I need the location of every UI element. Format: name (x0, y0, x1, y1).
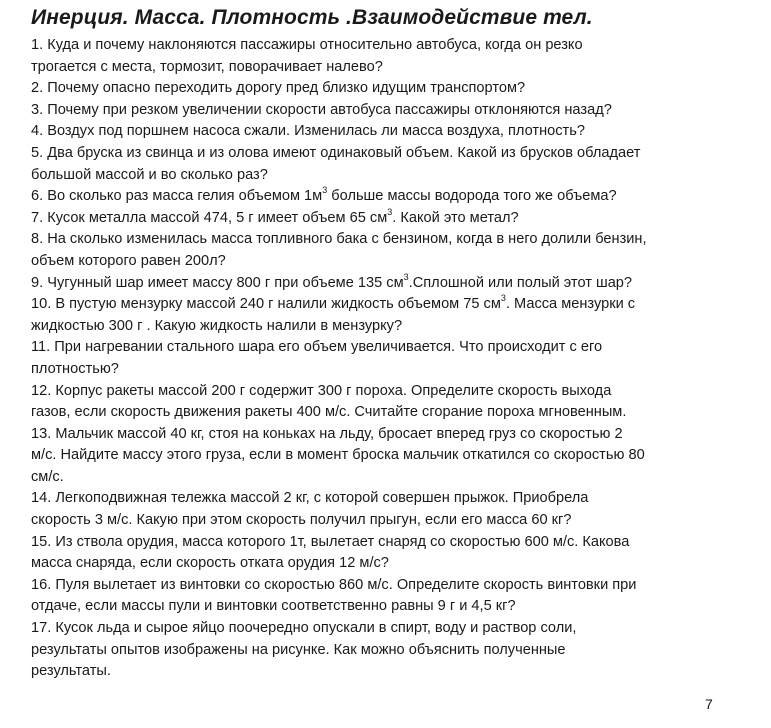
task-line: 13. Мальчик массой 40 кг, стоя на коньках на льду, бросает вперед груз со скоростью 2 (31, 425, 623, 442)
task-line (31, 273, 731, 295)
task-line: 2. Почему опасно переходить дорогу пред близко идущим транспортом? (31, 80, 526, 97)
task-item (31, 337, 731, 380)
task-line: жидкостью 300 г . Какую жидкость налили в мензурку? (31, 317, 403, 334)
task-item (31, 78, 731, 100)
task-line: результаты опытов изображены на рисунке. Как можно объяснить полученные (31, 641, 566, 658)
task-line: отдаче, если массы пули и винтовки соответственно равны 9 г и 4,5 кг? (31, 598, 516, 615)
task-line: 8. На сколько изменилась масса топливного бака с бензином, когда в него долили бензин, (31, 231, 647, 248)
task-item (31, 121, 731, 143)
task-item (31, 532, 731, 575)
task-text: . Масса мензурки с (505, 296, 636, 313)
task-text: больше массы водорода того же объема? (327, 188, 617, 205)
task-line: результаты. (31, 663, 111, 680)
task-line: 15. Из ствола орудия, масса которого 1т, вылетает снаряд со скоростью 600 м/с. Какова (31, 533, 630, 550)
task-item (31, 100, 731, 122)
task-item (31, 294, 731, 337)
superscript: 3 (500, 293, 506, 304)
task-item (31, 208, 731, 230)
task-text: 7. Кусок металла массой 474, 5 г имеет объем 65 см (31, 209, 388, 226)
task-item (31, 618, 731, 683)
task-line: 14. Легкоподвижная тележка массой 2 кг, с которой совершен прыжок. Приобрела (31, 490, 589, 507)
page-number: 7 (705, 696, 713, 712)
task-line: м/с. Найдите массу этого груза, если в момент броска мальчик откатился со скоростью 80 (31, 447, 645, 464)
task-item (31, 186, 731, 208)
task-line (31, 294, 731, 316)
task-line: 4. Воздух под поршнем насоса сжали. Изменилась ли масса воздуха, плотность? (31, 123, 585, 140)
task-text: 6. Во сколько раз масса гелия объемом 1м (31, 188, 323, 205)
task-line: см/с. (31, 468, 64, 485)
task-item (31, 488, 731, 531)
task-line: плотностью? (31, 360, 119, 377)
superscript: 3 (322, 185, 328, 196)
task-text: 10. В пустую мензурку массой 240 г налили жидкость объемом 75 см (31, 296, 501, 313)
task-line: 16. Пуля вылетает из винтовки со скоростью 860 м/с. Определите скорость винтовки при (31, 576, 637, 593)
task-line: 11. При нагревании стального шара его объем увеличивается. Что происходит с его (31, 339, 603, 356)
task-item (31, 35, 731, 78)
task-item (31, 143, 731, 186)
task-line: 12. Корпус ракеты массой 200 г содержит 300 г пороха. Определите скорость выхода (31, 382, 612, 399)
task-text: .Сплошной или полый этот шар? (408, 274, 633, 291)
task-line: объем которого равен 200л? (31, 252, 226, 269)
task-line: 17. Кусок льда и сырое яйцо поочередно опускали в спирт, воду и раствор соли, (31, 620, 577, 637)
task-text: 9. Чугунный шар имеет массу 800 г при объеме 135 см (31, 274, 404, 291)
superscript: 3 (403, 271, 409, 282)
task-line: 3. Почему при резком увеличении скорости автобуса пассажиры отклоняются назад? (31, 101, 612, 118)
task-item (31, 381, 731, 424)
task-line: газов, если скорость движения ракеты 400 м/с. Считайте сгорание пороха мгновенным. (31, 404, 627, 421)
task-line: 5. Два бруска из свинца и из олова имеют одинаковый объем. Какой из брусков обладает (31, 144, 641, 161)
task-item (31, 229, 731, 272)
task-list (31, 35, 731, 683)
task-line: 1. Куда и почему наклоняются пассажиры относительно автобуса, когда он резко (31, 37, 583, 53)
task-line: скорость 3 м/с. Какую при этом скорость получил прыгун, если его масса 60 кг? (31, 512, 572, 529)
task-line (31, 208, 731, 230)
task-item (31, 575, 731, 618)
task-item (31, 424, 731, 489)
task-item (31, 273, 731, 295)
task-line: большой массой и во сколько раз? (31, 166, 268, 183)
task-line: трогается с места, тормозит, поворачивает налево? (31, 58, 383, 75)
task-text: . Какой это метал? (392, 209, 519, 226)
page-title: Инерция. Масса. Плотность .Взаимодействие тел. (31, 6, 593, 29)
task-line (31, 186, 731, 208)
task-line: масса снаряда, если скорость отката орудия 12 м/с? (31, 555, 389, 572)
superscript: 3 (387, 206, 393, 217)
